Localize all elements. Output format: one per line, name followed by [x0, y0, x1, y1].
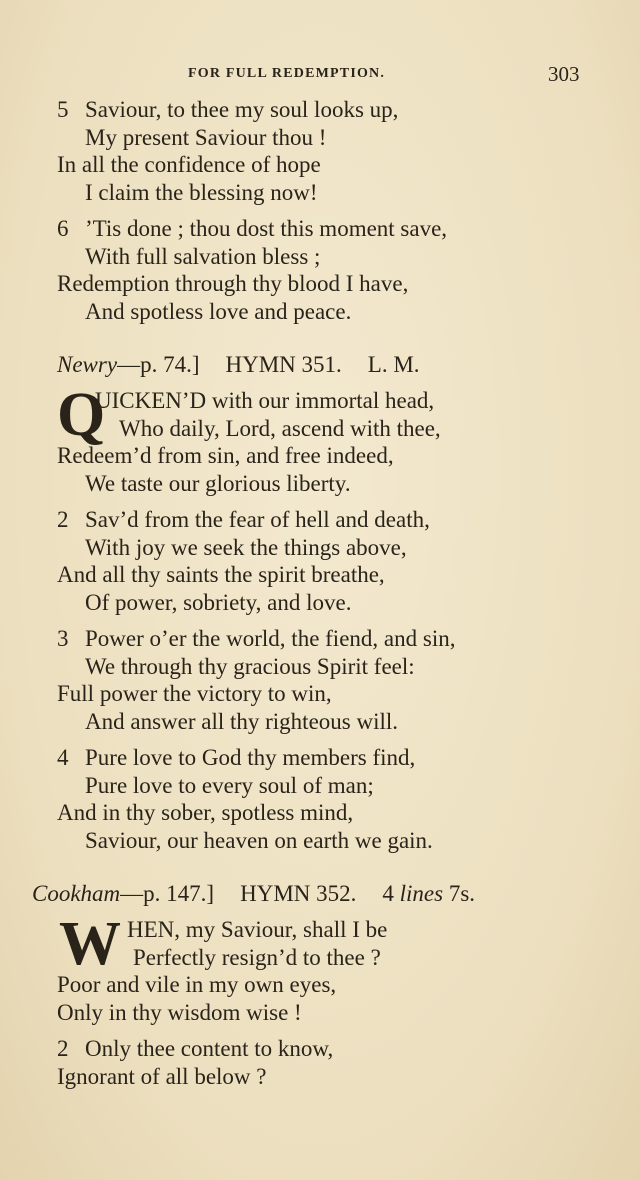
- tune-ref: —p. 147.]: [120, 881, 215, 906]
- hymn-352-heading: [32, 880, 577, 908]
- verse-line: Full power the victory to win,: [57, 681, 332, 706]
- stanza-number: 2: [57, 507, 69, 532]
- verse-line: 4 Pure love to God thy members find,: [57, 745, 416, 770]
- verse-line: 2 Only thee content to know,: [57, 1036, 334, 1061]
- stanza-6: [57, 215, 577, 325]
- page-number: 303: [548, 62, 580, 86]
- verse-line: And spotless love and peace.: [85, 298, 352, 324]
- verse-line: HEN, my Saviour, shall I be: [127, 917, 388, 942]
- verse-line: 3 Power o’er the world, the fiend, and sin,: [57, 626, 456, 651]
- verse-line: Ignorant of all below ?: [57, 1063, 267, 1089]
- hymn-meter: L. M.: [367, 352, 420, 377]
- stanza-5: [57, 96, 577, 206]
- verse-line: UICKEN’D with our immortal head,: [95, 388, 435, 413]
- drop-cap: W: [59, 910, 121, 978]
- hymn-351-stanza-1: [57, 381, 577, 497]
- verse-line: We taste our glorious liberty.: [85, 470, 351, 496]
- verse-line: We through thy gracious Spirit feel:: [85, 653, 415, 679]
- stanza-number: 4: [57, 745, 69, 770]
- verse-line: Only in thy wisdom wise !: [57, 999, 302, 1025]
- hymn-351-heading: [57, 351, 577, 379]
- hymn-352-stanza-2: [57, 1035, 577, 1090]
- verse-line: With joy we seek the things above,: [85, 534, 407, 560]
- hymn-meter-italic: lines: [399, 881, 444, 906]
- hymn-meter-rest: 7s.: [448, 881, 476, 906]
- verse-line: Saviour, our heaven on earth we gain.: [85, 827, 433, 853]
- verse-line: Of power, sobriety, and love.: [85, 589, 352, 615]
- verse-line: I claim the blessing now!: [85, 179, 318, 205]
- stanza-number: 5: [57, 97, 69, 122]
- tune-ref: —p. 74.]: [117, 352, 200, 377]
- verse-line: Redemption through thy blood I have,: [57, 271, 409, 296]
- hymn-351-stanza-4: [57, 744, 577, 854]
- verse-line: My present Saviour thou !: [85, 124, 327, 150]
- verse-line: 5 Saviour, to thee my soul looks up,: [57, 97, 399, 122]
- drop-cap: Q: [57, 381, 106, 449]
- hymn-352-stanza-1: [57, 910, 577, 1026]
- verse-line: And in thy sober, spotless mind,: [57, 800, 354, 825]
- hymn-label: HYMN 351.: [225, 352, 342, 377]
- verse-line: Who daily, Lord, ascend with thee,: [119, 415, 441, 441]
- verse-line: Redeem’d from sin, and free indeed,: [57, 443, 394, 468]
- hymn-label: HYMN 352.: [240, 881, 357, 906]
- hymn-351-stanza-3: [57, 625, 577, 735]
- verse-line: 6 ’Tis done ; thou dost this moment save,: [57, 216, 448, 241]
- verse-line: Poor and vile in my own eyes,: [57, 972, 337, 997]
- verse-line: And answer all thy righteous will.: [85, 708, 399, 734]
- hymn-meter-num: 4: [382, 881, 394, 906]
- verse-line: 2 Sav’d from the fear of hell and death,: [57, 507, 430, 532]
- tune-name: Newry: [57, 352, 118, 377]
- verse-line: Pure love to every soul of man;: [85, 772, 374, 798]
- verse-line: Perfectly resign’d to thee ?: [133, 944, 381, 970]
- verse-line: In all the confidence of hope: [57, 152, 321, 177]
- page-content: [32, 96, 577, 1099]
- stanza-number: 6: [57, 216, 69, 241]
- page-header: [0, 60, 640, 88]
- running-title: FOR FULL REDEMPTION.: [188, 66, 386, 81]
- hymn-351-stanza-2: [57, 506, 577, 616]
- verse-line: With full salvation bless ;: [85, 243, 321, 269]
- tune-name: Cookham: [32, 881, 121, 906]
- verse-line: And all thy saints the spirit breathe,: [57, 562, 385, 587]
- stanza-number: 2: [57, 1036, 69, 1061]
- stanza-number: 3: [57, 626, 69, 651]
